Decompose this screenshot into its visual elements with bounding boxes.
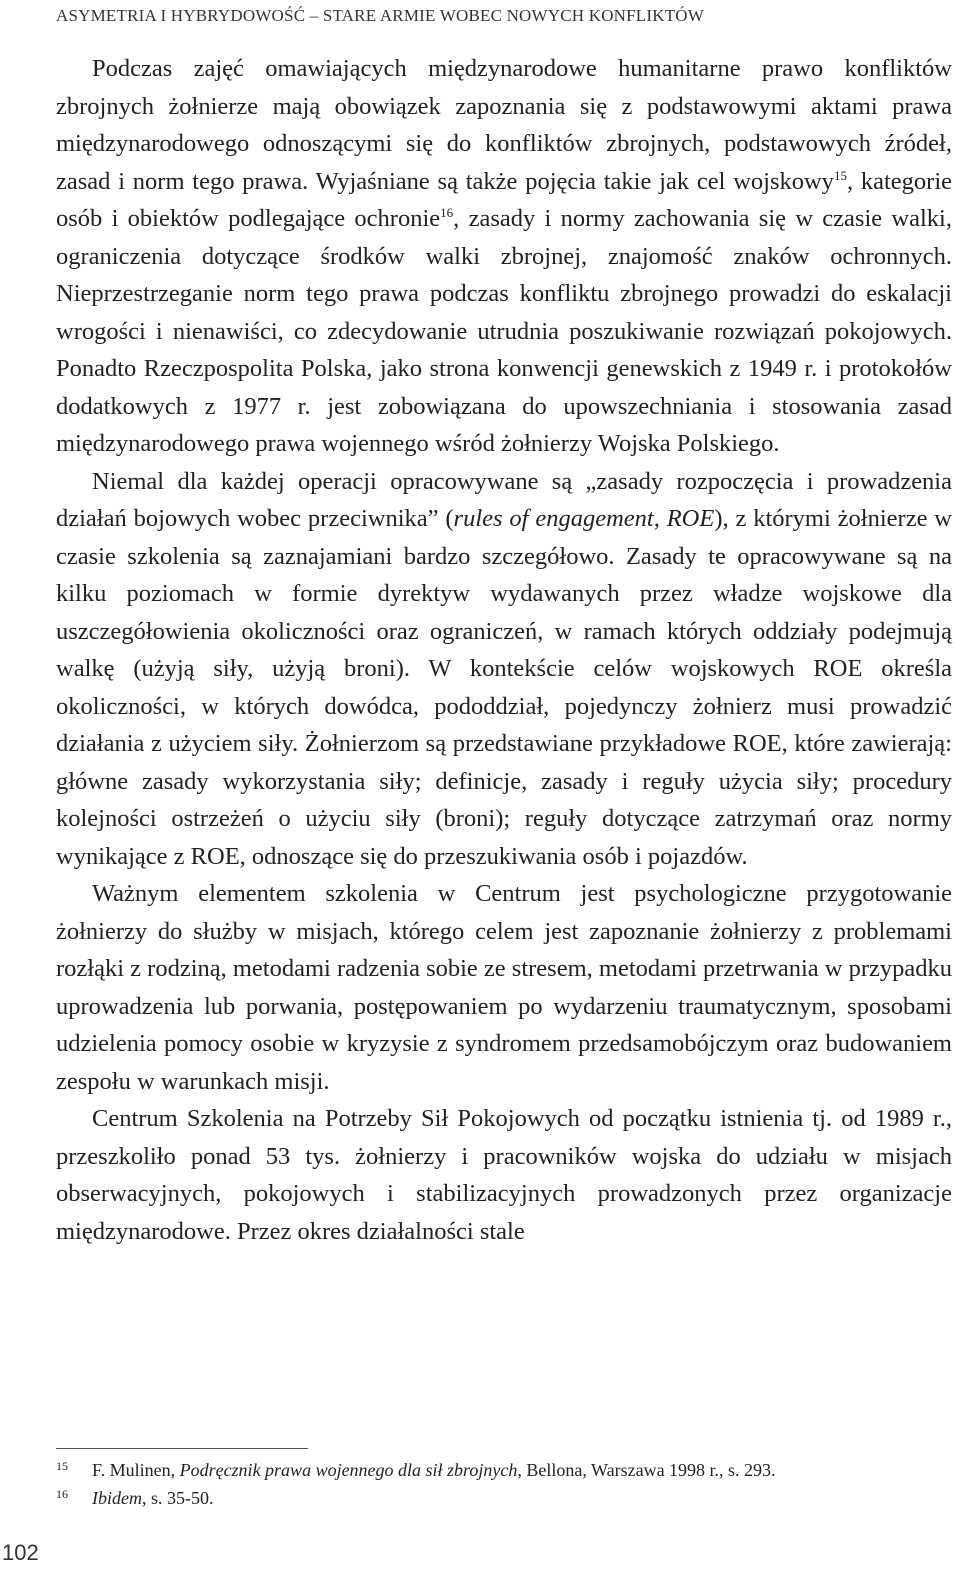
paragraph-2 — [56, 463, 952, 876]
p1-text-c: , zasady i normy zachowania się w czasie walki, ograniczenia dotyczące środków walki zbrojnej, znajomość znaków ochronnych. Nieprzestrzeganie norm tego prawa podczas konfliktu zbrojnego prowadzi do eskalacji wrogości i nienawiści, co zdecydowanie utrudnia poszukiwanie rozwiązań pokojowych. Ponadto Rzeczpospolita Polska, jako strona konwencji genewskich z 1949 r. i protokołów dodatkowych z 1977 r. jest zobowiązana do upowszechniania i stosowania zasad międzynarodowego prawa wojennego wśród żołnierzy Wojska Polskiego. — [56, 205, 952, 457]
footnote-number: 16 — [56, 1487, 68, 1501]
running-header: ASYMETRIA I HYBRYDOWOŚĆ – STARE ARMIE WOBEC NOWYCH KONFLIKTÓW — [56, 6, 705, 25]
footnotes — [56, 1456, 952, 1512]
footnote-divider — [56, 1448, 308, 1449]
footnote-text — [92, 1456, 776, 1484]
footnote-ref-16: 16 — [440, 205, 454, 220]
footnote-15 — [56, 1456, 952, 1484]
p1-text-a: Podczas zajęć omawiających międzynarodowe humanitarne prawo konfliktów zbrojnych żołnierze mają obowiązek zapoznania się z podstawowymi aktami prawa międzynarodowego odnoszącymi się do konfliktów zbrojnych, podstawowych źródeł, zasad i norm tego prawa. Wyjaśniane są także pojęcia takie jak cel wojskowy — [56, 55, 952, 195]
footnote-15-details: , Bellona, Warszawa 1998 r., s. 293. — [517, 1460, 776, 1480]
p2-text-b: ), z którymi żołnierze w czasie szkolenia są zaznajamiani bardzo szczegółowo. Zasady te opracowywane są na kilku poziomach w formie dyrektyw wydawanych przez władze wojskowe dla uszczegółowienia okoliczności oraz ograniczeń, w ramach których oddziały podejmują walkę (użyją siły, użyją broni). W kontekście celów wojskowych ROE określa okoliczności, w których dowódca, pododdział, pojedynczy żołnierz musi prowadzić działania z użyciem siły. Żołnierzom są przedstawiane przykładowe ROE, które zawierają: główne zasady wykorzystania siły; definicje, zasady i reguły użycia siły; procedury kolejności ostrzeżeń o użyciu siły (broni); reguły dotyczące zatrzymań oraz normy wynikające z ROE, odnoszące się do przeszukiwania osób i pojazdów. — [56, 505, 952, 870]
paragraph-4: Centrum Szkolenia na Potrzeby Sił Pokojowych od początku istnienia tj. od 1989 r., przeszkoliło ponad 53 tys. żołnierzy i pracowników wojska do udziału w misjach obserwacyjnych, pokojowych i stabilizacyjnych prowadzonych przez organizacje międzynarodowe. Przez okres działalności stale — [56, 1105, 952, 1245]
footnote-16 — [56, 1484, 952, 1512]
p2-text-a: Niemal dla każdej operacji opracowywane są „zasady rozpoczęcia i prowadzenia działań bojowych wobec przeciwnika” ( — [56, 467, 952, 532]
p2-italic-term: rules of engagement, ROE — [453, 505, 715, 532]
page-number: 102 — [2, 1540, 39, 1565]
footnote-15-title: Podręcznik prawa wojennego dla sił zbrojnych — [179, 1460, 518, 1480]
footnote-text — [92, 1484, 213, 1512]
p1-text-b: , kategorie osób i obiektów podlegające ochronie — [56, 167, 952, 232]
footnote-16-ibidem: Ibidem — [92, 1488, 142, 1508]
footnote-ref-15: 15 — [833, 167, 847, 183]
footnote-16-details: , s. 35-50. — [141, 1488, 214, 1508]
footnote-number: 15 — [56, 1459, 68, 1473]
paragraph-1 — [56, 50, 952, 463]
footnote-15-author: F. Mulinen, — [92, 1460, 180, 1480]
body-text — [56, 50, 952, 1250]
paragraph-3: Ważnym elementem szkolenia w Centrum jest psychologiczne przygotowanie żołnierzy do służby w misjach, którego celem jest zapoznanie żołnierzy z problemami rozłąki z rodziną, metodami radzenia sobie ze stresem, metodami przetrwania w przypadku uprowadzenia lub porwania, postępowaniem po wydarzeniu traumatycznym, sposobami udzielenia pomocy osobie w kryzysie z syndromem przedsamobójczym oraz budowaniem zespołu w warunkach misji. — [56, 880, 952, 1095]
